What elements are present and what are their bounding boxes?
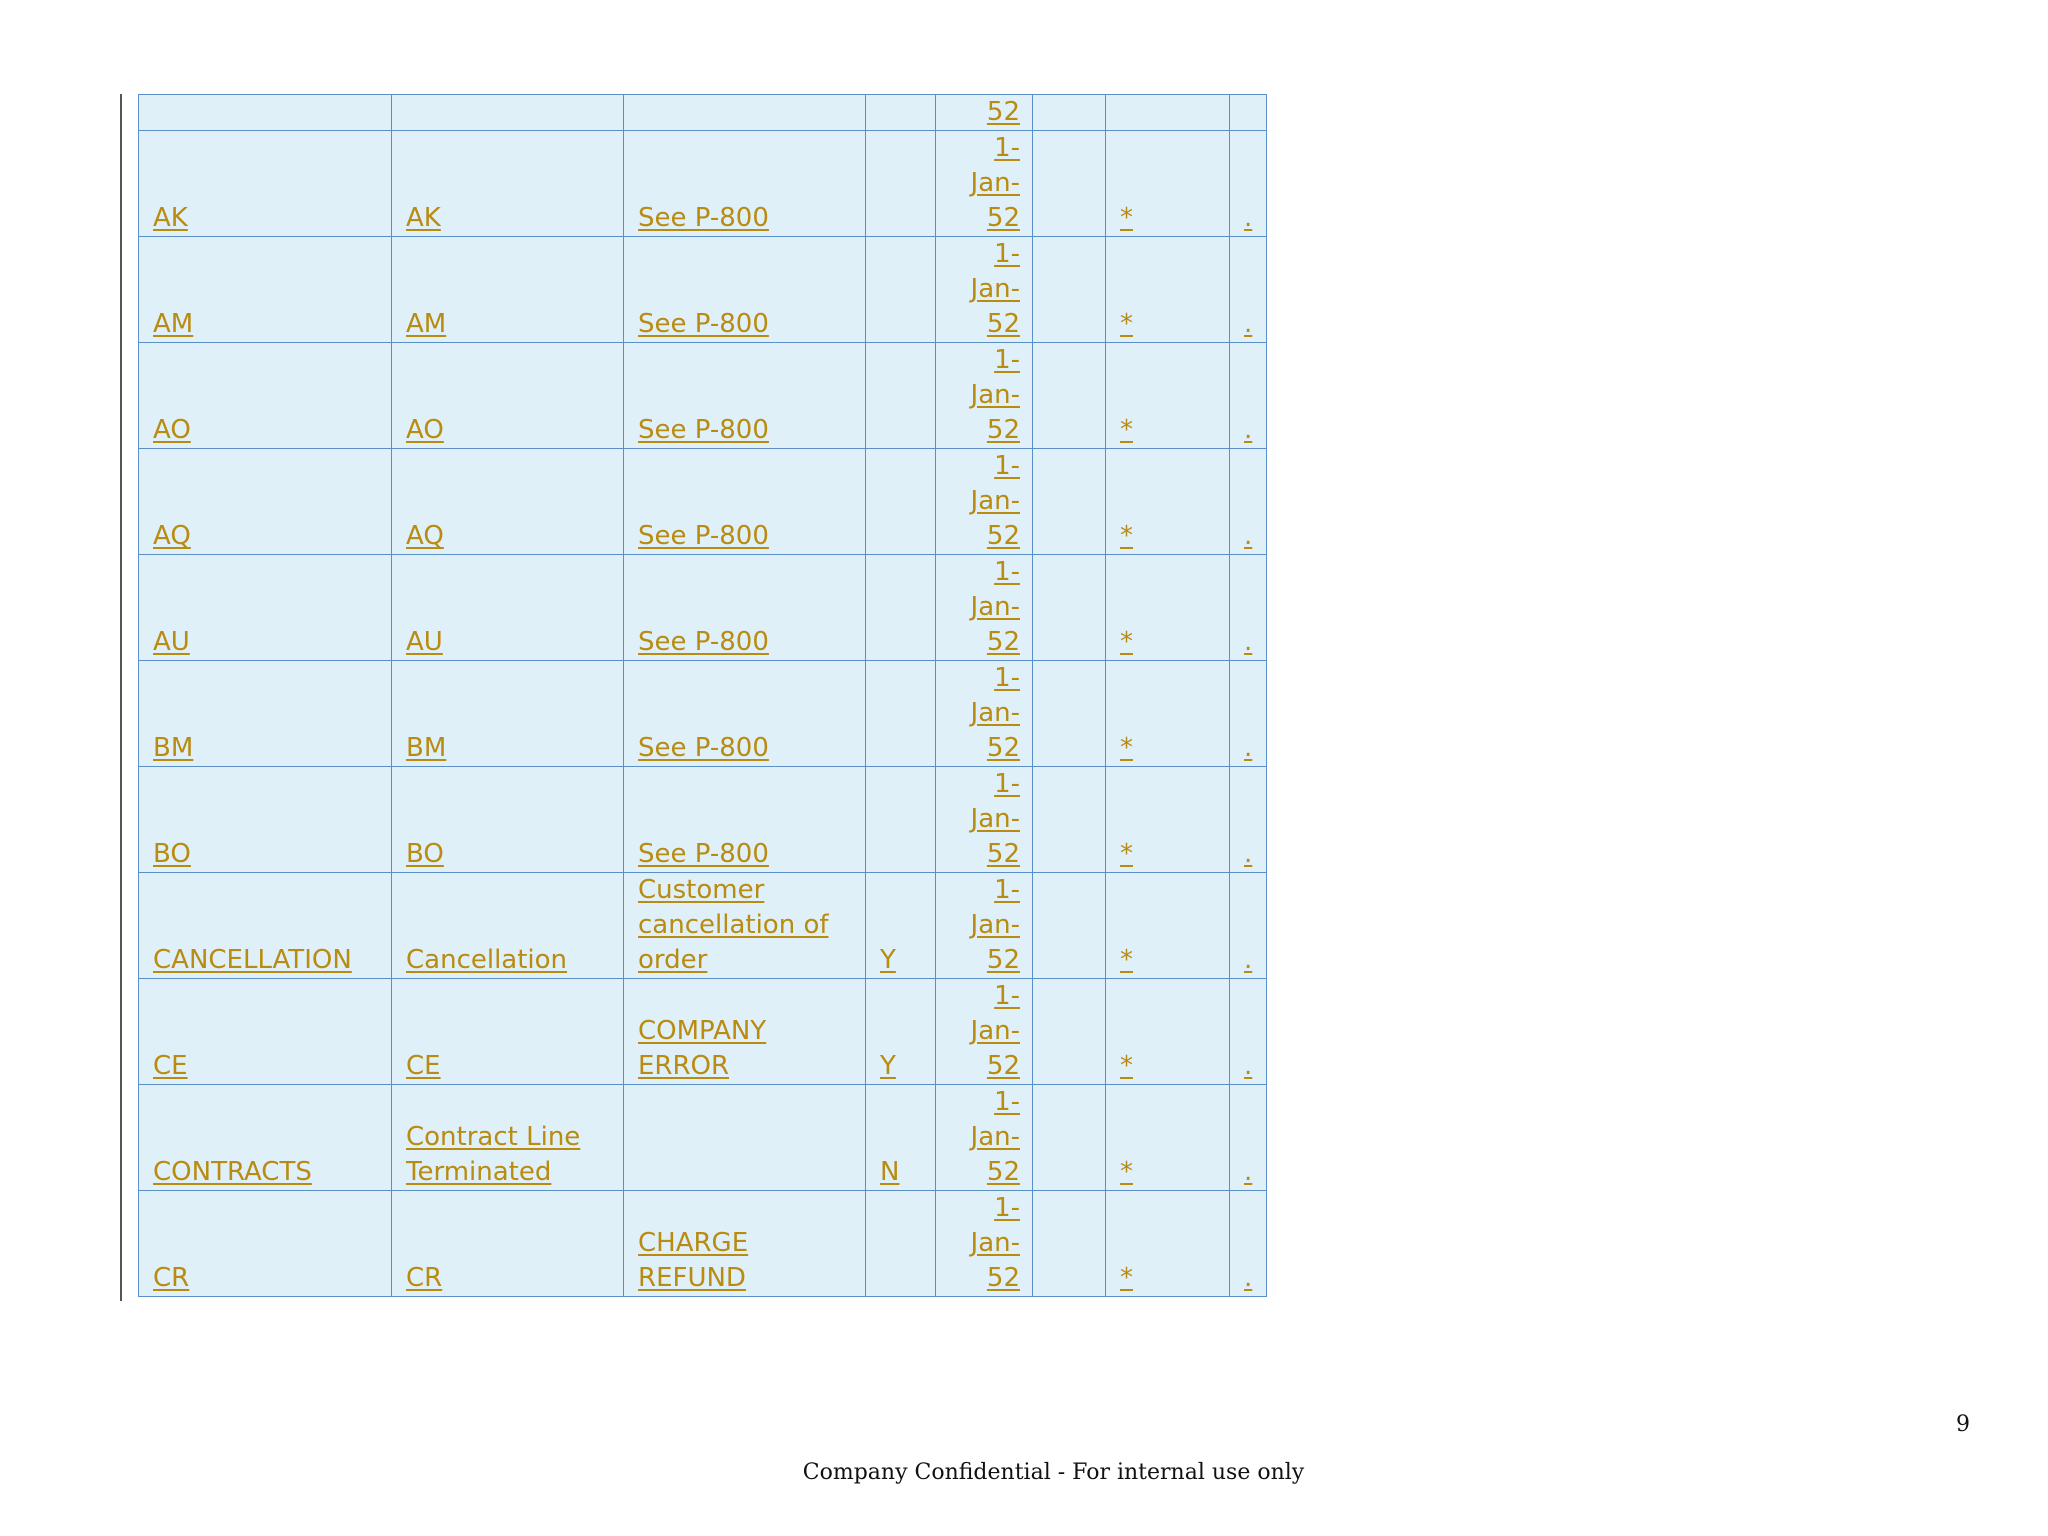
date-cell[interactable] xyxy=(936,979,1033,1085)
cell-link-text[interactable]: 1- Jan- 52 xyxy=(970,769,1020,869)
code-table xyxy=(138,94,1267,1297)
empty-cell xyxy=(1033,555,1106,661)
empty-cell xyxy=(1033,237,1106,343)
cell-link-text[interactable]: 1- Jan- 52 xyxy=(970,557,1020,657)
cell-link-text[interactable]: * xyxy=(1120,839,1133,869)
table-row xyxy=(139,555,1267,661)
cell-link-text[interactable]: Customer cancellation of order xyxy=(638,875,829,975)
asterisk-cell[interactable] xyxy=(1106,979,1230,1085)
description-cell[interactable] xyxy=(624,979,866,1085)
cell-link-text[interactable]: BO xyxy=(406,839,444,869)
period-cell[interactable] xyxy=(1230,979,1267,1085)
confidential-footer: Company Confidential - For internal use only xyxy=(802,1460,1305,1485)
cell-link-text[interactable]: CE xyxy=(406,1051,441,1081)
cell-link-text[interactable]: * xyxy=(1120,309,1133,339)
cell-link-text[interactable]: 1- Jan- 52 xyxy=(970,981,1020,1081)
page-number: 9 xyxy=(1956,1412,1970,1437)
cell-link-text[interactable]: . xyxy=(1244,627,1253,657)
cell-link-text[interactable]: . xyxy=(1244,203,1253,233)
table-row xyxy=(139,1191,1267,1297)
flag-cell xyxy=(866,449,936,555)
asterisk-cell[interactable] xyxy=(1106,873,1230,979)
cell-link-text[interactable]: See P-800 xyxy=(638,733,769,763)
date-cell[interactable]: 52 xyxy=(936,95,1033,131)
empty-cell xyxy=(1033,873,1106,979)
period-cell[interactable] xyxy=(1230,131,1267,237)
cell-link-text[interactable]: N xyxy=(880,1157,900,1187)
description-cell[interactable] xyxy=(624,661,866,767)
date-cell[interactable] xyxy=(936,1085,1033,1191)
table-row xyxy=(139,661,1267,767)
cell-link-text[interactable]: Y xyxy=(880,945,896,975)
flag-cell xyxy=(866,95,936,131)
cell-link-text[interactable]: AQ xyxy=(153,521,191,551)
cell-link-text[interactable]: Y xyxy=(880,1051,896,1081)
empty-cell xyxy=(1033,95,1106,131)
cell-link-text[interactable]: * xyxy=(1120,627,1133,657)
flag-cell[interactable] xyxy=(866,979,936,1085)
label-cell[interactable] xyxy=(392,1191,624,1297)
code-cell[interactable] xyxy=(139,237,392,343)
label-cell[interactable] xyxy=(392,449,624,555)
description-cell[interactable] xyxy=(624,237,866,343)
date-cell[interactable] xyxy=(936,767,1033,873)
cell-link-text[interactable]: AK xyxy=(153,203,188,233)
cell-link-text[interactable]: See P-800 xyxy=(638,627,769,657)
code-cell[interactable] xyxy=(139,131,392,237)
revision-change-bar xyxy=(120,94,122,1301)
cell-link-text[interactable]: AU xyxy=(406,627,443,657)
cell-link-text[interactable]: AM xyxy=(406,309,447,339)
label-cell[interactable] xyxy=(392,873,624,979)
period-cell[interactable] xyxy=(1230,237,1267,343)
asterisk-cell[interactable] xyxy=(1106,555,1230,661)
cell-link-text[interactable]: CHARGE REFUND xyxy=(638,1228,749,1293)
label-cell[interactable] xyxy=(392,343,624,449)
table-row xyxy=(139,873,1267,979)
cell-link-text[interactable]: Cancellation xyxy=(406,945,568,975)
description-cell[interactable] xyxy=(624,873,866,979)
cell-link-text[interactable]: See P-800 xyxy=(638,521,769,551)
period-cell[interactable] xyxy=(1230,555,1267,661)
asterisk-cell[interactable] xyxy=(1106,343,1230,449)
cell-link-text[interactable]: 1- Jan- 52 xyxy=(970,345,1020,445)
empty-cell xyxy=(1033,979,1106,1085)
cell-link-text[interactable]: * xyxy=(1120,521,1133,551)
empty-cell xyxy=(1033,661,1106,767)
cell-link-text[interactable]: AM xyxy=(153,309,194,339)
table-row xyxy=(139,237,1267,343)
description-cell xyxy=(624,1085,866,1191)
empty-cell xyxy=(1033,343,1106,449)
description-cell[interactable] xyxy=(624,131,866,237)
asterisk-cell[interactable] xyxy=(1106,449,1230,555)
period-cell[interactable] xyxy=(1230,661,1267,767)
cell-link-text[interactable]: See P-800 xyxy=(638,839,769,869)
cell-link-text[interactable]: CE xyxy=(153,1051,188,1081)
flag-cell[interactable] xyxy=(866,1085,936,1191)
cell-link-text[interactable]: * xyxy=(1120,1263,1133,1293)
cell-link-text[interactable]: * xyxy=(1120,733,1133,763)
cell-link-text[interactable]: 1- Jan- 52 xyxy=(970,133,1020,233)
cell-link-text[interactable]: * xyxy=(1120,1157,1133,1187)
table-row xyxy=(139,343,1267,449)
cell-link-text[interactable]: AK xyxy=(406,203,441,233)
cell-link-text[interactable]: * xyxy=(1120,1051,1133,1081)
date-cell[interactable] xyxy=(936,343,1033,449)
code-cell[interactable] xyxy=(139,661,392,767)
label-cell[interactable] xyxy=(392,555,624,661)
date-cell[interactable] xyxy=(936,555,1033,661)
cell-link-text[interactable]: . xyxy=(1244,839,1253,869)
flag-cell xyxy=(866,131,936,237)
cell-link-text[interactable]: See P-800 xyxy=(638,203,769,233)
label-cell[interactable] xyxy=(392,979,624,1085)
empty-cell xyxy=(1033,131,1106,237)
cell-link-text[interactable]: . xyxy=(1244,1157,1253,1187)
flag-cell xyxy=(866,767,936,873)
asterisk-cell[interactable] xyxy=(1106,1191,1230,1297)
asterisk-cell xyxy=(1106,95,1230,131)
table-row xyxy=(139,449,1267,555)
cell-link-text[interactable]: 1- Jan- 52 xyxy=(970,663,1020,763)
date-cell[interactable] xyxy=(936,661,1033,767)
cell-link-text[interactable]: See P-800 xyxy=(638,309,769,339)
cell-link-text[interactable]: 1- Jan- 52 xyxy=(970,239,1020,339)
cell-link-text[interactable]: Contract Line Terminated xyxy=(406,1122,581,1187)
cell-link-text[interactable]: BO xyxy=(153,839,191,869)
label-cell[interactable] xyxy=(392,767,624,873)
date-cell[interactable] xyxy=(936,237,1033,343)
label-cell xyxy=(392,95,624,131)
cell-link-text[interactable]: * xyxy=(1120,945,1133,975)
table-row xyxy=(139,979,1267,1085)
cell-link-text[interactable]: 1- Jan- 52 xyxy=(970,1087,1020,1187)
flag-cell xyxy=(866,237,936,343)
date-cell[interactable] xyxy=(936,449,1033,555)
cell-link-text[interactable]: . xyxy=(1244,1263,1253,1293)
table-row xyxy=(139,95,1267,131)
cell-link-text[interactable]: . xyxy=(1244,415,1253,445)
label-cell[interactable] xyxy=(392,661,624,767)
flag-cell xyxy=(866,661,936,767)
cell-link-text[interactable]: . xyxy=(1244,1051,1253,1081)
cell-link-text[interactable]: 1- Jan- 52 xyxy=(970,1193,1020,1293)
cell-link-text[interactable]: AU xyxy=(153,627,190,657)
code-cell[interactable] xyxy=(139,1191,392,1297)
label-cell[interactable] xyxy=(392,237,624,343)
code-cell[interactable] xyxy=(139,343,392,449)
empty-cell xyxy=(1033,1085,1106,1191)
cell-link-text[interactable]: * xyxy=(1120,203,1133,233)
code-cell xyxy=(139,95,392,131)
cell-link-text[interactable]: CONTRACTS xyxy=(153,1157,312,1187)
date-cell[interactable] xyxy=(936,873,1033,979)
period-cell[interactable] xyxy=(1230,449,1267,555)
asterisk-cell[interactable] xyxy=(1106,767,1230,873)
cell-link-text[interactable]: * xyxy=(1120,415,1133,445)
cell-link-text[interactable]: . xyxy=(1244,945,1253,975)
label-cell[interactable] xyxy=(392,131,624,237)
cell-link-text[interactable]: COMPANY ERROR xyxy=(638,1016,767,1081)
flag-cell xyxy=(866,343,936,449)
cell-link-text[interactable]: 1- Jan- 52 xyxy=(970,875,1020,975)
cell-link-text[interactable]: BM xyxy=(153,733,194,763)
flag-cell xyxy=(866,555,936,661)
code-cell[interactable] xyxy=(139,767,392,873)
description-cell[interactable] xyxy=(624,449,866,555)
cell-link-text[interactable]: AO xyxy=(406,415,444,445)
flag-cell[interactable] xyxy=(866,873,936,979)
date-cell[interactable] xyxy=(936,1191,1033,1297)
cell-link-text[interactable]: . xyxy=(1244,733,1253,763)
cell-link-text[interactable]: CR xyxy=(153,1263,190,1293)
code-cell[interactable] xyxy=(139,555,392,661)
cell-link-text[interactable]: CR xyxy=(406,1263,443,1293)
flag-cell xyxy=(866,1191,936,1297)
period-cell[interactable] xyxy=(1230,1085,1267,1191)
asterisk-cell[interactable] xyxy=(1106,661,1230,767)
label-cell[interactable] xyxy=(392,1085,624,1191)
code-cell[interactable] xyxy=(139,873,392,979)
cell-link-text[interactable]: CANCELLATION xyxy=(153,945,352,975)
period-cell[interactable] xyxy=(1230,343,1267,449)
description-cell[interactable] xyxy=(624,1191,866,1297)
code-cell[interactable] xyxy=(139,449,392,555)
description-cell[interactable] xyxy=(624,767,866,873)
asterisk-cell[interactable] xyxy=(1106,1085,1230,1191)
period-cell[interactable] xyxy=(1230,873,1267,979)
cell-link-text[interactable]: . xyxy=(1244,309,1253,339)
empty-cell xyxy=(1033,1191,1106,1297)
description-cell xyxy=(624,95,866,131)
description-cell[interactable] xyxy=(624,555,866,661)
asterisk-cell[interactable] xyxy=(1106,131,1230,237)
empty-cell xyxy=(1033,449,1106,555)
period-cell xyxy=(1230,95,1267,131)
table-row xyxy=(139,131,1267,237)
table-row xyxy=(139,1085,1267,1191)
description-cell[interactable] xyxy=(624,343,866,449)
cell-link-text[interactable]: AQ xyxy=(406,521,444,551)
code-cell[interactable] xyxy=(139,979,392,1085)
asterisk-cell[interactable] xyxy=(1106,237,1230,343)
date-cell[interactable] xyxy=(936,131,1033,237)
cell-link-text[interactable]: . xyxy=(1244,521,1253,551)
period-cell[interactable] xyxy=(1230,767,1267,873)
cell-link-text[interactable]: See P-800 xyxy=(638,415,769,445)
period-cell[interactable] xyxy=(1230,1191,1267,1297)
cell-link-text[interactable]: BM xyxy=(406,733,447,763)
empty-cell xyxy=(1033,767,1106,873)
code-cell[interactable] xyxy=(139,1085,392,1191)
cell-link-text[interactable]: AO xyxy=(153,415,191,445)
table-row xyxy=(139,767,1267,873)
cell-link-text[interactable]: 1- Jan- 52 xyxy=(970,451,1020,551)
